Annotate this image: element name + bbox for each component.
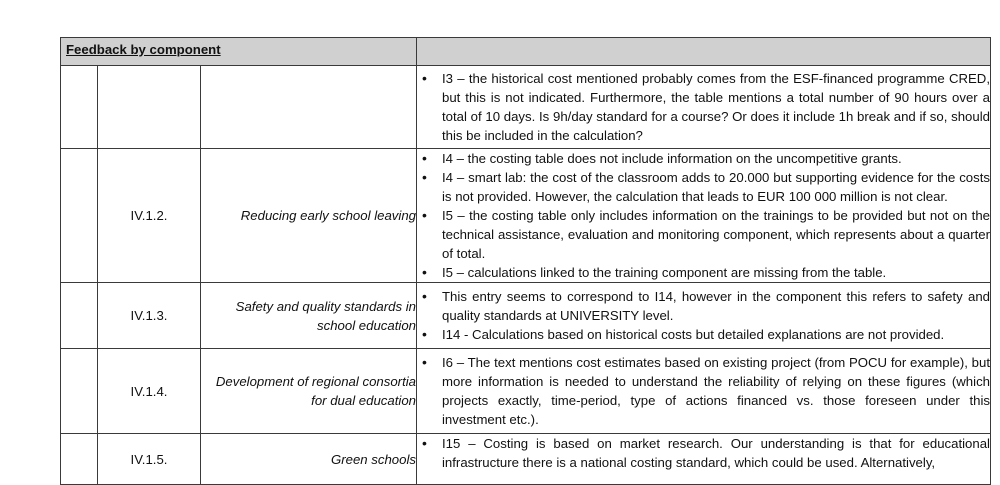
component-code: IV.1.5. — [98, 434, 201, 485]
feedback-bullet: • I5 – calculations linked to the training component are missing from the table. — [442, 263, 990, 282]
table-row — [61, 434, 991, 485]
component-code: IV.1.2. — [98, 149, 201, 283]
feedback-cell — [417, 434, 991, 485]
row-index-cell — [61, 283, 98, 349]
table-header-row — [61, 38, 991, 66]
feedback-list — [417, 69, 990, 145]
component-name: Development of regional consortia for dual education — [201, 349, 417, 434]
feedback-list — [417, 353, 990, 429]
feedback-cell — [417, 283, 991, 349]
feedback-bullet: • I4 – smart lab: the cost of the classroom adds to 20.000 but supporting evidence for the costs is not provided. However, the calculation that leads to EUR 100 000 million is not clear. — [442, 168, 990, 206]
header-empty-cell — [417, 38, 991, 66]
feedback-bullet: • I3 – the historical cost mentioned probably comes from the ESF-financed programme CRED, but this is not indicated. Furthermore, the table mentions a total number of 90 hours over a total of 10 days. Is 9h/day standard for a course? Or does it include 1h break and if so, should this be included in the calculation? — [442, 69, 990, 145]
feedback-bullet: • I5 – the costing table only includes information on the trainings to be provided but not on the technical assistance, evaluation and monitoring component, which represents about a quarter of total. — [442, 206, 990, 263]
table-header-title: Feedback by component — [66, 42, 221, 57]
header-cell — [61, 38, 417, 66]
component-name: Green schools — [201, 434, 417, 485]
feedback-bullet: • I6 – The text mentions cost estimates based on existing project (from POCU for example), but more information is needed to understand the reliability of relying on these figures (which projects exactly, time-period, type of actions financed vs. those foreseen under this investment etc.). — [442, 353, 990, 429]
row-index-cell — [61, 149, 98, 283]
table-row — [61, 149, 991, 283]
feedback-bullet: • I14 - Calculations based on historical costs but detailed explanations are not provided. — [442, 325, 990, 344]
table-row — [61, 66, 991, 149]
feedback-list — [417, 149, 990, 282]
feedback-cell — [417, 349, 991, 434]
feedback-list — [417, 287, 990, 344]
table-row — [61, 349, 991, 434]
feedback-cell — [417, 149, 991, 283]
row-index-cell — [61, 434, 98, 485]
component-name — [201, 66, 417, 149]
table-row — [61, 283, 991, 349]
feedback-list — [417, 434, 990, 472]
feedback-bullet: • I15 – Costing is based on market research. Our understanding is that for educational infrastructure there is a national costing standard, which could be used. Alternatively, — [442, 434, 990, 472]
feedback-cell — [417, 66, 991, 149]
component-name: Reducing early school leaving — [201, 149, 417, 283]
feedback-bullet: • I4 – the costing table does not include information on the uncompetitive grants. — [442, 149, 990, 168]
feedback-table — [60, 37, 991, 485]
component-code — [98, 66, 201, 149]
feedback-bullet: • This entry seems to correspond to I14, however in the component this refers to safety and quality standards at UNIVERSITY level. — [442, 287, 990, 325]
row-index-cell — [61, 66, 98, 149]
component-code: IV.1.3. — [98, 283, 201, 349]
row-index-cell — [61, 349, 98, 434]
component-name: Safety and quality standards in school education — [201, 283, 417, 349]
component-code: IV.1.4. — [98, 349, 201, 434]
